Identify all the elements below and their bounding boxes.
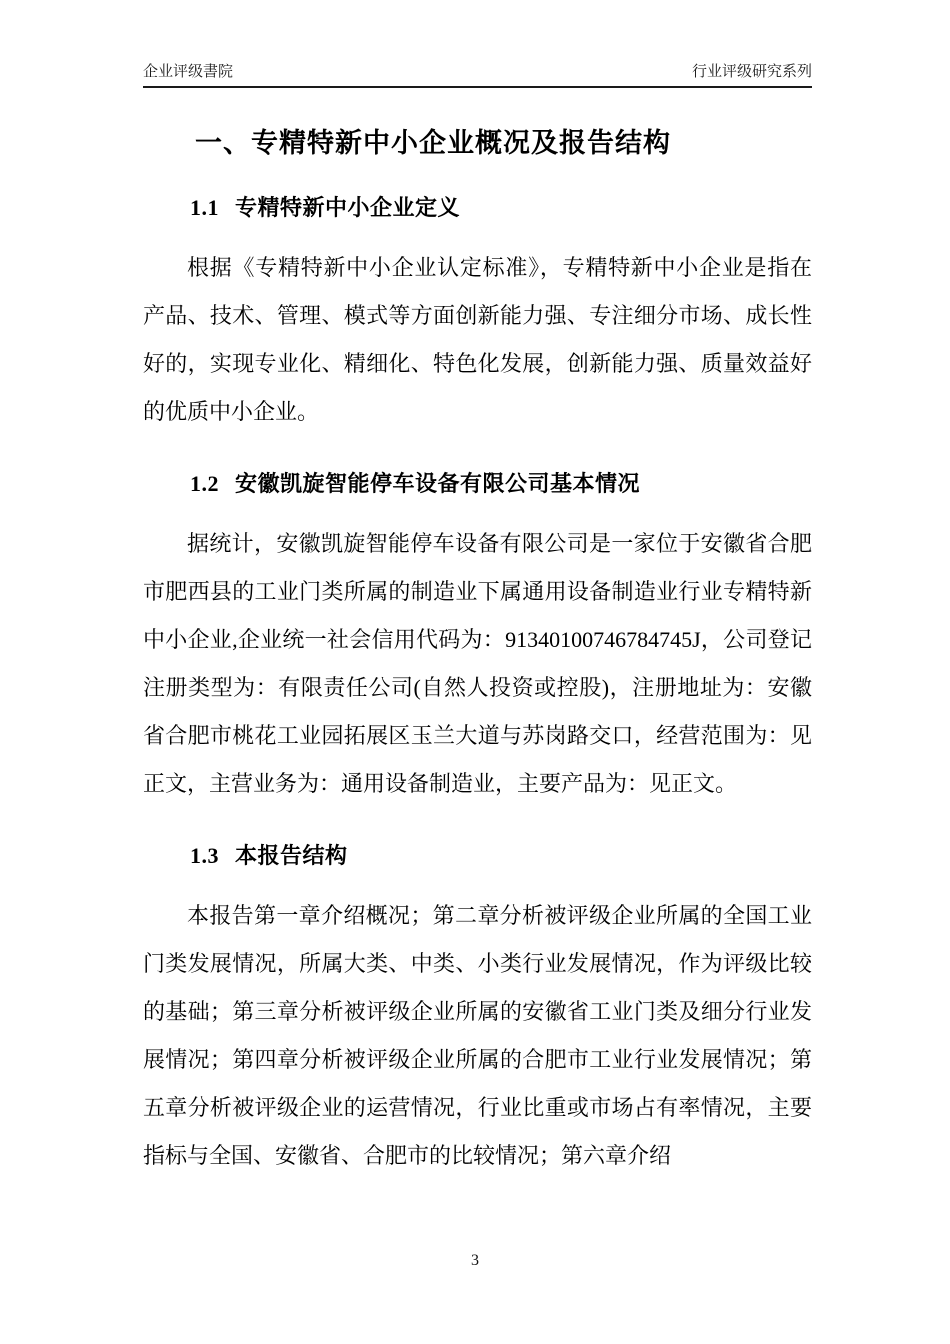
section-heading-1-1 <box>143 191 812 222</box>
page-header <box>143 60 812 88</box>
section-heading-1-2 <box>143 467 812 498</box>
section-number: 1.1 <box>190 195 219 220</box>
section-1-1-paragraph: 根据《专精特新中小企业认定标准》，专精特新中小企业是指在产品、技术、管理、模式等方面创新能力强、专注细分市场、成长性好的，实现专业化、精细化、特色化发展，创新能力强、质量效益好的优质中小企业。 <box>143 255 812 424</box>
section-title: 专精特新中小企业定义 <box>235 195 461 220</box>
section-number: 1.2 <box>190 471 219 496</box>
chapter-title: 一、专精特新中小企业概况及报告结构 <box>195 128 671 158</box>
header-right-text: 行业评级研究系列 <box>691 63 812 80</box>
page-number: 3 <box>471 1252 479 1269</box>
section-1-2-paragraph: 据统计，安徽凯旋智能停车设备有限公司是一家位于安徽省合肥市肥西县的工业门类所属的制造业下属通用设备制造业行业专精特新中小企业,企业统一社会信用代码为：91340100746784745J，公司登记注册类型为：有限责任公司(自然人投资或控股)，注册地址为：安徽省合肥市桃花工业园拓展区玉兰大道与苏岗路交口，经营范围为：见正文，主营业务为：通用设备制造业，主要产品为：见正文。 <box>143 531 812 796</box>
section-title: 本报告结构 <box>235 843 348 868</box>
header-left-text: 企业评级書院 <box>143 63 234 80</box>
section-number: 1.3 <box>190 843 219 868</box>
section-heading-1-3 <box>143 839 812 870</box>
section-1-3-paragraph: 本报告第一章介绍概况；第二章分析被评级企业所属的全国工业门类发展情况，所属大类、中类、小类行业发展情况，作为评级比较的基础；第三章分析被评级企业所属的安徽省工业门类及细分行业发展情况；第四章分析被评级企业所属的合肥市工业行业发展情况；第五章分析被评级企业的运营情况，行业比重或市场占有率情况，主要指标与全国、安徽省、合肥市的比较情况；第六章介绍 <box>143 903 812 1168</box>
section-title: 安徽凯旋智能停车设备有限公司基本情况 <box>235 471 641 496</box>
